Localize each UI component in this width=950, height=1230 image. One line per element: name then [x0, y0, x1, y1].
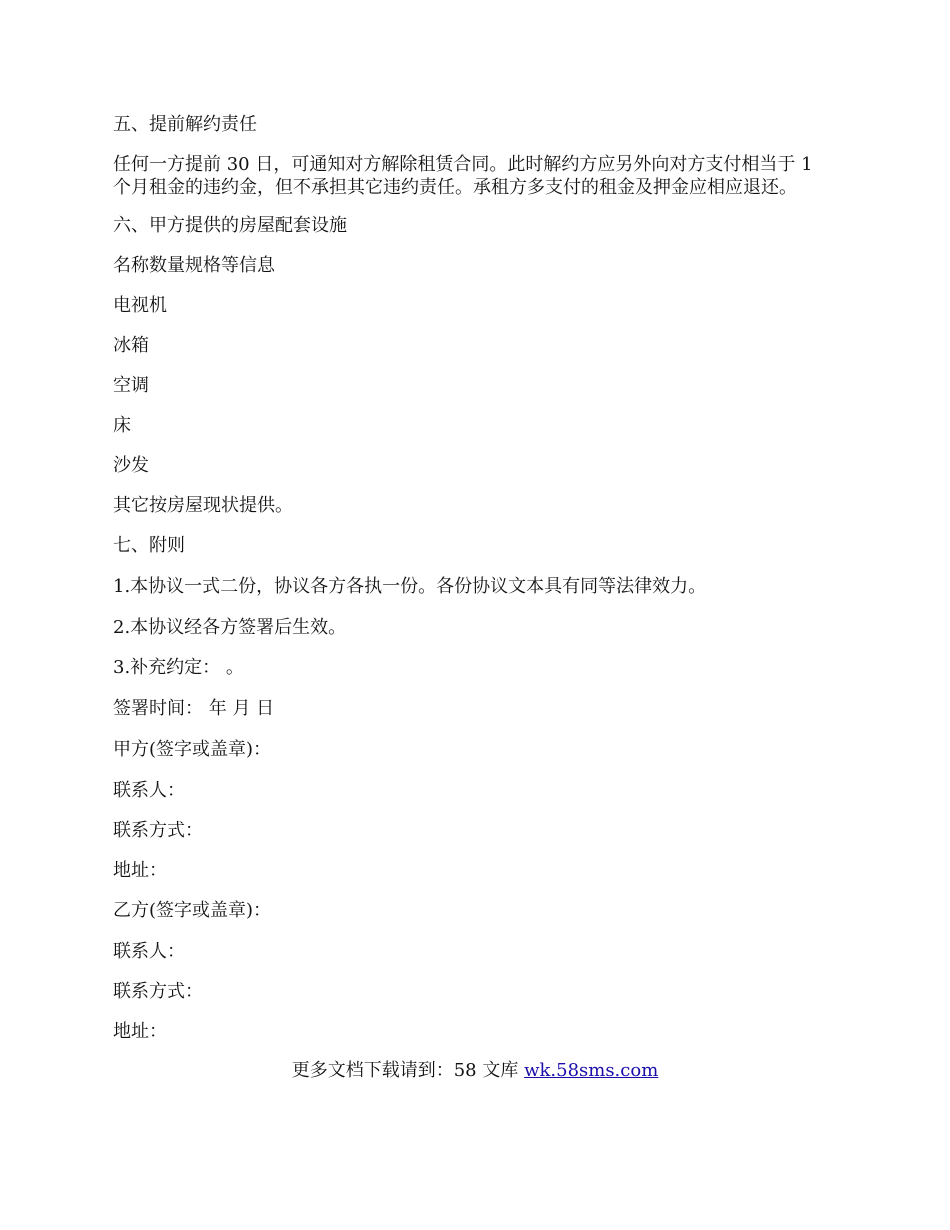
facility-item-bed: 床 — [113, 415, 131, 436]
section-7-title: 七、附则 — [113, 535, 185, 556]
facility-item-ac: 空调 — [113, 375, 149, 396]
party-b-contact-person: 联系人： — [113, 941, 185, 962]
party-a-contact-person: 联系人： — [113, 780, 185, 801]
facility-item-tv: 电视机 — [113, 295, 167, 316]
section-6-title: 六、甲方提供的房屋配套设施 — [113, 215, 347, 236]
section-5-body-line-1: 任何一方提前 30 日，可通知对方解除租赁合同。此时解约方应另外向对方支付相当于 1 — [113, 154, 813, 175]
party-b-address: 地址： — [113, 1021, 167, 1042]
section-5-title: 五、提前解约责任 — [113, 114, 257, 135]
facility-item-sofa: 沙发 — [113, 455, 149, 476]
party-a-contact-method: 联系方式： — [113, 820, 203, 841]
facility-item-fridge: 冰箱 — [113, 335, 149, 356]
facilities-header: 名称数量规格等信息 — [113, 255, 275, 276]
footer-prefix: 更多文档下载请到：58 文库 — [291, 1060, 525, 1081]
party-a-title: 甲方(签字或盖章)： — [113, 739, 272, 760]
party-b-contact-method: 联系方式： — [113, 981, 203, 1002]
facilities-note: 其它按房屋现状提供。 — [113, 495, 293, 516]
section-5-body-line-2: 个月租金的违约金，但不承担其它违约责任。承租方多支付的租金及押金应相应退还。 — [113, 177, 797, 198]
party-a-address: 地址： — [113, 860, 167, 881]
footer — [0, 1060, 950, 1082]
footer-link[interactable]: wk.58sms.com — [524, 1060, 659, 1081]
clause-1: 1.本协议一式二份，协议各方各执一份。各份协议文本具有同等法律效力。 — [113, 576, 707, 597]
sign-time: 签署时间： 年 月 日 — [113, 698, 275, 719]
clause-2: 2.本协议经各方签署后生效。 — [113, 617, 347, 638]
section-5-body — [113, 153, 833, 199]
party-b-title: 乙方(签字或盖章)： — [113, 900, 272, 921]
clause-3: 3.补充约定： 。 — [113, 657, 244, 678]
